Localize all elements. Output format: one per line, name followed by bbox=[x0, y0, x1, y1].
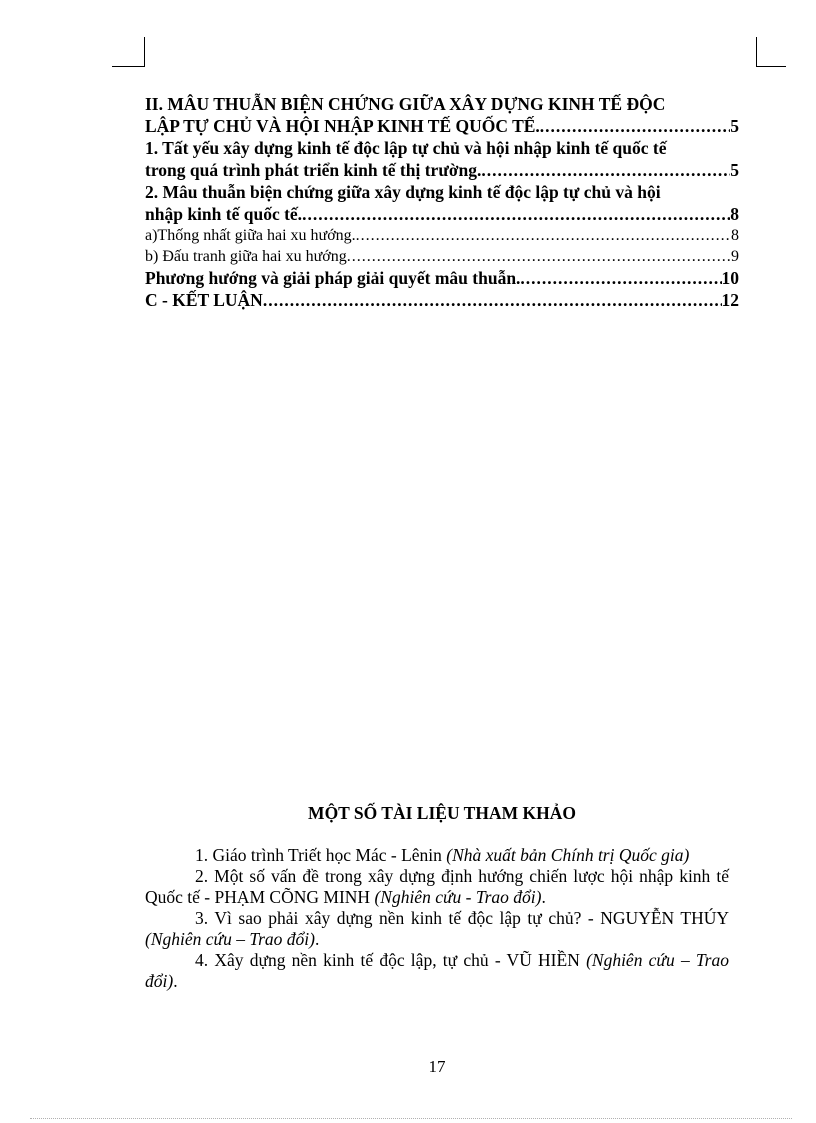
reference-item bbox=[145, 908, 729, 950]
toc-entry-line1: 1. Tất yếu xây dựng kinh tế độc lập tự chủ và hội nhập kinh tế quốc tế bbox=[145, 138, 667, 158]
toc-entry-line2: LẬP TỰ CHỦ VÀ HỘI NHẬP KINH TẾ QUỐC TẾ. bbox=[145, 116, 540, 136]
toc-entry[interactable] bbox=[145, 246, 739, 267]
toc-entry[interactable] bbox=[145, 181, 739, 225]
toc-entry-line1: 2. Mâu thuẫn biện chứng giữa xây dựng kinh tế độc lập tự chủ và hội bbox=[145, 182, 661, 202]
reference-tail: . bbox=[314, 929, 320, 949]
reference-text: 1. Giáo trình Triết học Mác - Lênin bbox=[195, 845, 447, 865]
toc-page-number: 8 bbox=[730, 204, 739, 224]
toc-entry[interactable] bbox=[145, 225, 739, 246]
toc-entry-text: b) Đấu tranh giữa hai xu hướng bbox=[145, 248, 347, 265]
toc-page-number: 12 bbox=[721, 290, 739, 310]
reference-tail: . bbox=[541, 887, 546, 907]
crop-mark-top-left-h bbox=[112, 66, 144, 68]
reference-source: (Nhà xuất bản Chính trị Quốc gia) bbox=[446, 845, 690, 865]
toc-entry-line1: II. MÂU THUẪN BIỆN CHỨNG GIỮA XÂY DỰNG KINH TẾ ĐỘC bbox=[145, 94, 666, 114]
crop-mark-top-right bbox=[756, 37, 758, 67]
reference-text: 2. Một số vấn đề trong xây dựng định hướng chiến lược hội nhập kinh tế Quốc tế - PHẠM CÕNG MINH bbox=[145, 866, 729, 907]
toc-page-number: 10 bbox=[721, 268, 739, 288]
table-of-contents bbox=[145, 93, 739, 311]
reference-text: 4. Xây dựng nền kinh tế độc lập, tự chủ - VŨ HIỀN bbox=[195, 950, 587, 970]
crop-mark-top-left bbox=[132, 37, 145, 67]
toc-entry-text: a)Thống nhất giữa hai xu hướng. bbox=[145, 227, 356, 244]
references-title: MỘT SỐ TÀI LIỆU THAM KHẢO bbox=[308, 803, 576, 823]
toc-entry-text: C - KẾT LUẬN bbox=[145, 290, 263, 310]
toc-entry[interactable] bbox=[145, 93, 739, 137]
reference-source: (Nghiên cứu – Trao đổi) bbox=[145, 929, 315, 949]
reference-source: (Nghiên cứu – Trao đổi) bbox=[145, 950, 729, 991]
toc-entry-text: Phương hướng và giải pháp giải quyết mâu thuẫn. bbox=[145, 268, 521, 288]
toc-page-number: 8 bbox=[731, 227, 739, 244]
page-number: 17 bbox=[428, 1057, 446, 1076]
reference-text: 3. Vì sao phải xây dựng nền kinh tế độc lập tự chủ? - NGUYỄN THÚY bbox=[195, 908, 729, 928]
toc-entry[interactable] bbox=[145, 137, 739, 181]
toc-page-number: 5 bbox=[730, 160, 739, 180]
toc-page-number: 9 bbox=[731, 248, 739, 265]
toc-entry-line2: nhập kinh tế quốc tế. bbox=[145, 204, 303, 224]
reference-item bbox=[145, 866, 729, 908]
reference-item bbox=[145, 845, 729, 866]
toc-entry[interactable] bbox=[145, 267, 739, 289]
toc-page-number: 5 bbox=[730, 116, 739, 136]
toc-entry[interactable] bbox=[145, 289, 739, 311]
toc-entry-line2: trong quá trình phát triển kinh tế thị trường. bbox=[145, 160, 482, 180]
page-edge-divider bbox=[30, 1118, 792, 1119]
references-list bbox=[145, 845, 729, 992]
reference-item bbox=[145, 950, 729, 992]
crop-mark-top-right-h bbox=[756, 66, 786, 68]
reference-source: (Nghiên cứu - Trao đổi) bbox=[374, 887, 542, 907]
reference-tail: . bbox=[173, 971, 178, 991]
